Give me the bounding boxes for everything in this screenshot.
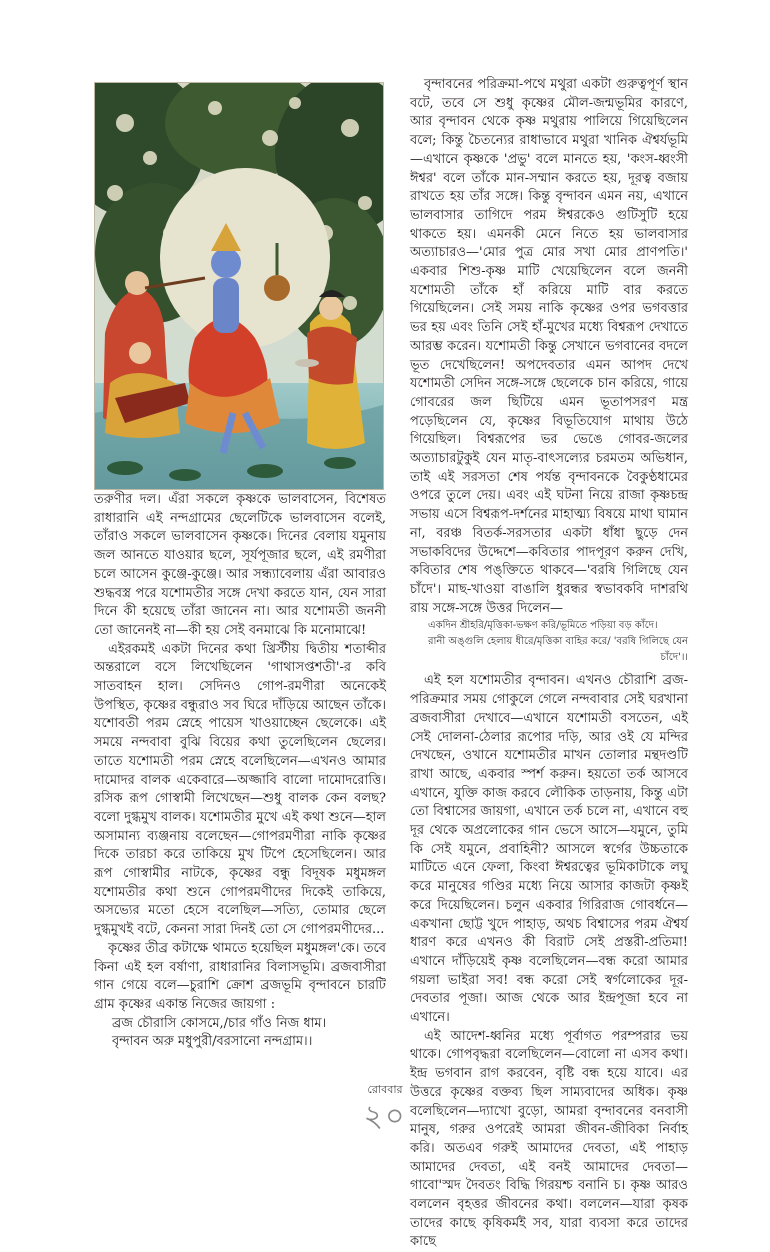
page-number: ২০ (363, 1099, 407, 1134)
right-paragraph-1: বৃন্দাবনের পরিক্রমা-পথে মথুরা একটা গুরুত্বপূর্ণ স্থান বটে, তবে সে শুধু কৃষ্ণের মৌল-জন্মভূমির কারণে, আর বৃন্দাবন থেকে কৃষ্ণ মথুরায় পালিয়ে গিয়েছিলেন বলে; কিন্তু চৈতন্যের রাধাভাবে মথুরা খানিক ঐশ্বর্যভূমি—এখানে কৃষ্ণকে 'প্রভু' বলে মানতে হয়, 'কংস-ধ্বংসী ঈশ্বর' বলে তাঁকে মান-সম্মান করতে হয়, দূরত্ব বজায় রাখতে হয় তাঁর সঙ্গে। কিন্তু বৃন্দাবন এমন নয়, এখানে ভালবাসার তাগিদে পরম ঈশ্বরকেও গুটিসুটি হয়ে থাকতে হয়। এমনকী মেনে নিতে হয় ভালবাসার অত্যাচারও—'মোর পুত্র মোর সখা মোর প্রাণপতি।' একবার শিশু-কৃষ্ণ মাটি খেয়েছিলেন বলে জননী যশোমতী তাঁকে হাঁ করিয়ে মাটি বার করতে গিয়েছিলেন। সেই সময় নাকি কৃষ্ণের ওপর ভগবত্তার ভর হয় এবং তিনি সেই হাঁ-মুখের মধ্যে বিশ্বরূপ দেখাতে আরম্ভ করেন। যশোমতী কিন্তু সেখানে ভগবানের বদলে ভূত দেখেছিলেন! অপদেবতার এমন আপদ দেখে যশোমতী সেদিন সঙ্গে-সঙ্গে ছেলেকে চান করিয়ে, গায়ে গোবরের জল ছিটিয়ে এমন ভূতাপসরণ মন্ত্র পড়েছিলেন যে, কৃষ্ণের বিভূতিযোগ মাথায় উঠে গিয়েছিল। বিশ্বরূপের ভর ভেঙে গোবর-জলের অত্যাচারটুকুই যেন মাতৃ-বাৎসল্যের চরমতম অভিধান, তাই এই সরসতা শেষ পর্যন্ত বৃন্দাবনকে বৈকুণ্ঠধামের ওপরে তুলে দেয়। এবং এই ঘটনা নিয়ে রাজা কৃষ্ণচন্দ্র সভায় এসে বিশ্বরূপ-দর্শনের মাহাত্ম্য বিষয়ে মাথা ঘামান না, বরঞ্চ বিতর্ক-সরসতার একটা ধাঁধা ছুড়ে দেন সভাকবিদের উদ্দেশে—কবিতার পাদপূরণ করুন দেখি, কবিতার শেষ পঙ্‌ক্তিতে থাকবে—'বরষি গিলিছে যেন চাঁদে'। মাছ-খাওয়া বাঙালি ধুরন্ধর স্বভাবকবি দাশরথি রায় সঙ্গে-সঙ্গে উত্তর দিলেন— (410, 77, 688, 616)
left-verse-line-2: বৃন্দাবন অরু মধুপুরী/বরসানো নন্দগ্রাম।। (112, 1034, 313, 1050)
right-verse-line-1: একদিন শ্রীহরি/মৃত্তিকা-ভক্ষণ করি/ভূমিতে পড়িয়া বড় কাঁদে। (428, 620, 658, 632)
right-paragraph-2: এই হল যশোমতীর বৃন্দাবন। এখনও চৌরাশি ব্রজ-পরিক্রমার সময় গোকুলে গেলে নন্দবাবার সেই ঘরখানা ব্রজবাসীরা দেখাবে—এখানে যশোমতী বসতেন, এই সেই দোলনা-ঠেলার রূপোর দড়ি, আর ওই যে মন্দির দেখছেন, ওখানে যশোমতীর মাখন তোলার মন্থদণ্ডটি রাখা আছে, একবার স্পর্শ করুন। হয়তো তর্ক আসবে এখানে, যুক্তি কাজ করবে লৌকিক তাড়নায়, কিন্তু এটা তো বিশ্বাসের জায়গা, এখানে তর্ক চলে না, এখানে বহু দূর থেকে অপ্রলোকের গান ভেসে আসে—যমুনে, তুমি কি সেই যমুনে, প্রবাহিনী? আসলে স্বর্গের উচ্চতাকে মাটিতে এনে ফেলা, কিংবা ঈশ্বরত্বের ভূমিকাটাকে লঘু করে মানুষের গণ্ডির মধ্যে নিয়ে আসার কাজটা কৃষ্ণই করে দিয়েছিলেন। চলুন একবার গিরিরাজ গোবর্ধনে—একখানা ছোট্ট খুদে পাহাড়, অথচ বিশ্বাসের পরম ঐশ্বর্য ধারণ করে এখনও কী বিরাট সেই প্রস্তরী-প্রতিমা! এখানে দাঁড়িয়েই কৃষ্ণ বলেছিলেন—বন্ধ করো আমার গয়লা ভাইরা সব! বন্ধ করো সেই স্বর্গলোকের দূর-দেবতার পূজা। আজ থেকে আর ইন্দ্রপূজা হবে না এখানে। (410, 673, 688, 1026)
krishna-painting-illustration (94, 82, 384, 490)
right-verse-line-3: চাঁদে'।। (660, 652, 688, 664)
left-text-column (94, 491, 386, 1052)
right-text-column (410, 76, 688, 1252)
left-verse-line-1: ব্রজ চৌরাসি কোসমে,/চার গাঁও নিজ ধাম। (112, 1015, 327, 1031)
right-paragraph-3: এই আদেশ-ধ্বনির মধ্যে পূর্বাগত পরম্পরার ভয় থাকে। গোপবৃদ্ধরা বলেছিলেন—বোলো না এসব কথা। ইন্দ্র ভগবান রাগ করবেন, বৃষ্টি বন্ধ হয়ে যাবে। এর উত্তরে কৃষ্ণের বক্তব্য ছিল সাম্যবাদের অধিক। কৃষ্ণ বলেছিলেন—দ্যাখো বুড়ো, আমরা বৃন্দাবনের বনবাসী মানুষ, গরুর ওপরেই আমরা জীবন-জীবিকা নির্বাহ করি। অতএব গরুই আমাদের দেবতা, এই পাহাড় আমাদের দেবতা, এই বনই আমাদের দেবতা—গাবো'স্মদ দৈবতং বিদ্ধি গিরয়শ্চ বনানি চ। কৃষ্ণ আরও বললেন বৃহত্তর জীবনের কথা। বললেন—যারা কৃষক তাদের কাছে কৃষিকর্মই সব, যারা ব্যবসা করে তাদের কাছে (410, 1028, 688, 1250)
left-paragraph-2: এইরকমই একটা দিনের কথা খ্রিস্টীয় দ্বিতীয় শতাব্দীর অন্তরালে বসে লিখেছিলেন 'গাথাসপ্তশতী'-র কবি সাতবাহন হাল। সেদিনও গোপ-রমণীরা অনেকেই উপস্থিত, কৃষ্ণের বন্ধুরাও সব ঘিরে দাঁড়িয়ে আছেন তাঁকে। যশোবতী পরম স্নেহে পায়েস খাওয়াচ্ছেন ছেলেকে। এই সময়ে নন্দবাবা বুঝি বিয়ের কথা তুলেছিলেন ছেলের। তাতে যশোমতী পরম স্নেহে বলেছিলেন—এখনও আমার দামোদর বালক একেবারে—অজ্জাবি বালো দামোদরোত্তি। রসিক রূপ গোস্বামী লিখেছেন—শুধু বালক কেন বলছ? বলো দুগ্ধমুখ বালক। যশোমতীর মুখে এই কথা শুনে—হাল অসামান্য ব্যঞ্জনায় বলেছেন—গোপরমণীরা নাকি কৃষ্ণের দিকে তারচা করে তাকিয়ে মুখ টিপে হেসেছিলেন। আর রূপ গোস্বামীর নাটকে, কৃষ্ণের বন্ধু বিদূষক মধুমঙ্গল যশোমতীর কথা শুনে গোপরমণীদের দিকেই তাকিয়ে, অসভ্যের মতো হেসে বলেছিল—সত্যি, তোমার ছেলে দুগ্ধমুখই বটে, কেননা সারা দিনই তো সে গোপরমণীদের... (94, 641, 386, 938)
painting-artwork (95, 83, 383, 489)
footer-magazine-name: রোববার (367, 1083, 403, 1096)
left-paragraph-3: কৃষ্ণের তীব্র কটাক্ষে থামতে হয়েছিল মধুমঙ্গল'কে। তবে কিনা এই হল বর্ষাণা, রাধারানির বিলাসভূমি। ব্রজবাসীরা গান গেয়ে বলে—চুরাশি ক্রোশ ব্রজভূমি বৃন্দাবনে চারটি গ্রাম কৃষ্ণের একান্ত নিজের জায়গা : (94, 940, 386, 1012)
left-paragraph-1: তরুণীর দল। এঁরা সকলে কৃষ্ণকে ভালবাসেন, বিশেষত রাধারানি এই নন্দগ্রামের ছেলেটিকে ভালবাসেন বলেই, তাঁরাও সকলে ভালবাসেন কৃষ্ণকে। দিনের বেলায় যমুনায় জল আনতে যাওয়ার ছলে, সূর্যপূজার ছলে, এই রমণীরা চলে আসেন কুঞ্জে-কুঞ্জে। আর সন্ধ্যাবেলায় এঁরা আবারও শুদ্ধবস্ত্র পরে যশোমতীর সঙ্গে দেখা করতে যান, যেন সারা দিনে কী হয়েছে তাঁরা জানেন না। আর যশোমতী জননী তো জানেনই না—কী হয় সেই বনমাঝে কি মনোমাঝে! (94, 492, 386, 638)
right-verse-line-2: রানী অঙ্গুলি হেলায় ধীরে/মৃত্তিকা বাহির করে/ 'বরষি গিলিছে যেন (428, 636, 688, 648)
